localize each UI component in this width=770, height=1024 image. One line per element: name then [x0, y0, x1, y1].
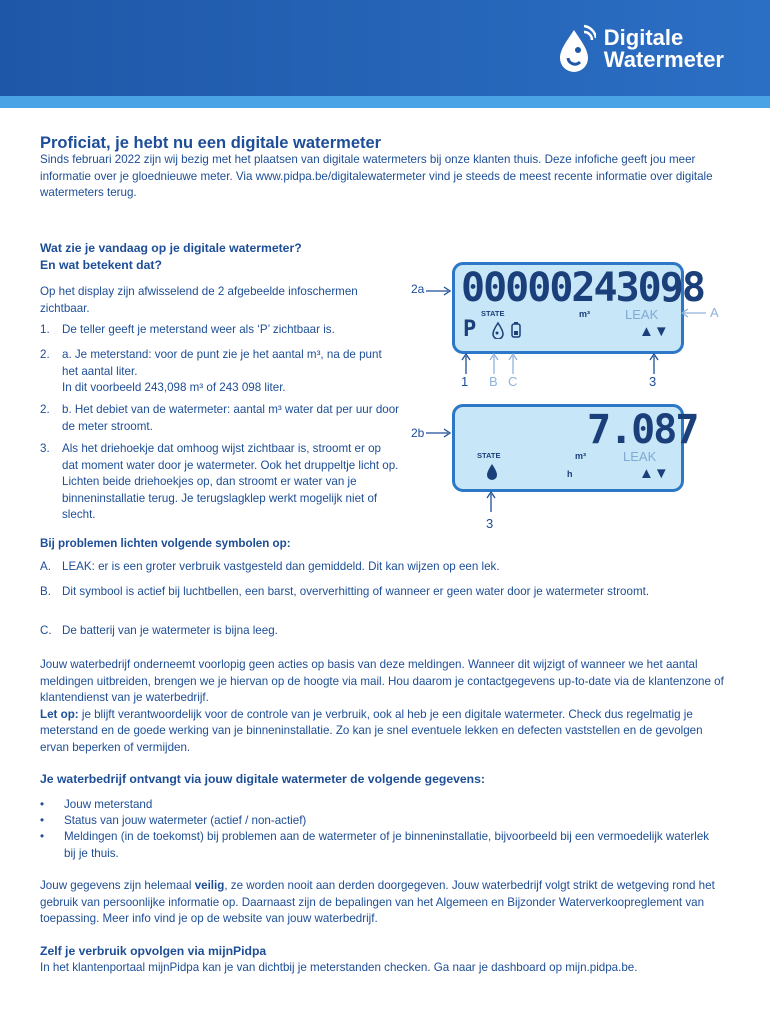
list-item: • Status van jouw watermeter (actief / non-actief): [40, 813, 730, 830]
bullet-text: Meldingen (in de toekomst) bij problemen aan de watermeter of je binneninstallatie, bijvoorbeeld bij een vermoedelijk waterlek bij je thuis.: [64, 830, 710, 860]
flow-arrows-icon: ▲▼: [639, 323, 669, 340]
problem-letter: A.: [40, 560, 51, 573]
water-drop-icon: [485, 463, 499, 481]
display-heading: [40, 240, 420, 274]
list-text: De teller geeft je meterstand weer als ‘P’ zichtbaar is.: [62, 323, 335, 336]
list-text: Als het driehoekje dat omhoog wijst zichtbaar is, stroomt er op dat moment water door je watermeter. Ook het druppeltje licht op.: [62, 442, 399, 472]
logo-line2: Watermeter: [603, 47, 724, 72]
arrow-right-icon: [424, 286, 452, 296]
flow-reading: 7.087: [587, 407, 698, 453]
problem-item: [40, 623, 730, 640]
problems-heading: Bij problemen lichten volgende symbolen op:: [40, 537, 291, 550]
label-1: 1: [461, 374, 469, 389]
flow-arrows-icon: ▲▼: [639, 465, 669, 482]
battery-icon: [509, 321, 523, 339]
bullet-text: Status van jouw watermeter (actief / non-actief): [64, 814, 307, 827]
problem-letter: C.: [40, 624, 52, 637]
display-heading-line2: En wat betekent dat?: [40, 258, 162, 272]
unit-label: m³: [575, 451, 586, 461]
logo-text: [604, 27, 724, 71]
list-number: 3.: [40, 442, 50, 455]
portal-text: In het klantenportaal mijnPidpa kan je van dichtbij je meterstanden checken. Ga naar je dashboard op mijn.pidpa.be.: [40, 961, 638, 974]
arrow-up-icon: [507, 352, 519, 376]
arrow-right-icon: [424, 428, 452, 438]
display-heading-line1: Wat zie je vandaag op je digitale watermeter?: [40, 241, 302, 255]
meter-screen-2: [452, 404, 698, 492]
logo-line1: Digitale: [603, 25, 684, 50]
notice-body: Jouw waterbedrijf onderneemt voorlopig geen acties op basis van deze meldingen. Wanneer dit wijzigt of wanneer we het aantal meldingen uitbreiden, brengen we je hiervan op de hoogte via mail. Hou daarom je contactgegevens up-to-date via de klantenzone of klantendienst van je waterbedrijf.: [40, 658, 724, 704]
intro-text: Sinds februari 2022 zijn wij bezig met het plaatsen van digitale watermeters bij onze klanten thuis. Deze infofiche geeft jou meer informatie over je gloednieuwe meter. Via www.pidpa.be/digitalewatermeter vind je steeds de meest recente informatie over digitale watermeters terug.: [40, 153, 713, 199]
list-number: 1.: [40, 323, 50, 336]
screen1-tag: 2a: [411, 282, 425, 296]
list-number: 2.: [40, 348, 50, 361]
arrow-left-icon: [680, 308, 708, 318]
leak-label: LEAK: [623, 449, 657, 464]
unit-label: m³: [579, 309, 590, 319]
meter-reading: 00000243098: [461, 265, 704, 311]
letop-text: je blijft verantwoordelijk voor de controle van je verbruik, ook al heb je een digitale watermeter. Check dus regelmatig je meterstand en de goede werking van je binneninstallatie. Zo kan je snel eventuele lekken en defecten vaststellen en de gevolgen ervan beperken of vermijden.: [40, 707, 703, 754]
privacy-post: , ze worden nooit aan derden doorgegeven. Jouw waterbedrijf volgt strikt de wetgeving rond het gebruik van persoonlijke informatie op. Daarnaast zijn de bepalingen van het Algemeen en Bijzonder Waterverkoopreglement van toepassing. Meer info vind je op de website van jouw waterbedrijf.: [40, 879, 715, 925]
arrow-up-icon: [648, 352, 660, 376]
problem-text: De batterij van je watermeter is bijna leeg.: [62, 624, 278, 637]
display-lead: Op het display zijn afwisselend de 2 afgebeelde infoschermen zichtbaar.: [40, 285, 358, 315]
privacy-pre: Jouw gegevens zijn helemaal: [40, 879, 195, 892]
privacy-bold: veilig: [194, 879, 225, 892]
list-number: 2.: [40, 403, 50, 416]
problem-text: Dit symbool is actief bij luchtbellen, een barst, oververhitting of wanneer er geen water door je watermeter stroomt.: [62, 585, 650, 598]
problem-text: LEAK: er is een groter verbruik vastgesteld dan gemiddeld. Dit kan wijzen op een lek.: [62, 560, 500, 573]
logo: [556, 24, 724, 74]
portal-heading: Zelf je verbruik opvolgen via mijnPidpa: [40, 944, 267, 958]
notice-text: [40, 657, 730, 756]
list-text: a. Je meterstand: voor de punt zie je het aantal m³, na de punt het aantal liter.: [62, 348, 382, 378]
list-text: b. Het debiet van de watermeter: aantal m³ water dat per uur door de meter stroomt.: [62, 403, 400, 433]
problem-item: [40, 584, 730, 601]
list-text-2: In dit voorbeeld 243,098 m³ of 243 098 liter.: [62, 381, 286, 394]
label-b: B: [489, 374, 498, 389]
list-text-2: Lichten beide driehoekjes op, dan stroomt er water van je binneninstallatie terug. Je terugslagklep werkt mogelijk niet of slecht.: [62, 475, 378, 521]
arrow-up-icon: [460, 352, 472, 376]
unit-hour-label: h: [567, 469, 573, 479]
state-label: STATE: [481, 309, 505, 318]
bullet-text: Jouw meterstand: [64, 798, 153, 811]
list-item: • Jouw meterstand: [40, 797, 730, 814]
list-item: [40, 402, 400, 435]
label-c: C: [508, 374, 518, 389]
arrow-up-icon: [485, 490, 497, 514]
list-item: [40, 347, 400, 397]
header-accent-strip: [0, 96, 770, 108]
list-item: [40, 322, 400, 339]
state-label: STATE: [477, 451, 501, 460]
p-symbol: P: [463, 317, 477, 342]
water-drop-logo-icon: [556, 24, 596, 74]
data-heading: Je waterbedrijf ontvangt via jouw digitale watermeter de volgende gegevens:: [40, 772, 485, 786]
arrow-up-icon: [488, 352, 500, 376]
air-bubble-icon: [491, 321, 505, 339]
leak-label: LEAK: [625, 307, 659, 322]
problem-letter: B.: [40, 585, 51, 598]
page-title: Proficiat, je hebt nu een digitale watermeter: [40, 134, 382, 152]
label-3: 3: [649, 374, 657, 389]
meter-screen-1: [452, 262, 704, 354]
screen2-tag: 2b: [411, 426, 425, 440]
letop-label: Let op:: [40, 707, 79, 721]
list-item: [40, 441, 400, 524]
list-item: • Meldingen (in de toekomst) bij problemen aan de watermeter of je binneninstallatie, bijvoorbeeld bij een vermoedelijk waterlek bij je thuis.: [40, 829, 710, 862]
problem-item: [40, 559, 730, 576]
label-a: A: [710, 305, 719, 320]
privacy-text: [40, 878, 730, 928]
label-3: 3: [486, 516, 494, 531]
